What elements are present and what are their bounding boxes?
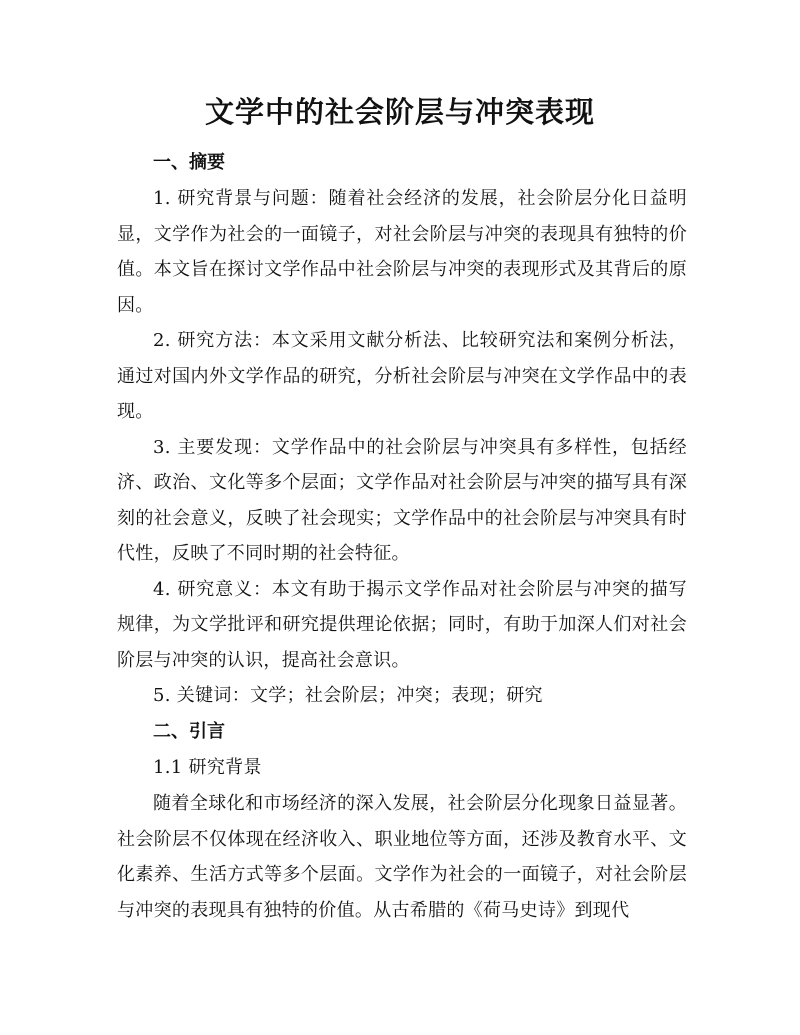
abstract-paragraph-methods: 2. 研究方法：本文采用文献分析法、比较研究法和案例分析法，通过对国内外文学作品的研究，分析社会阶层与冲突在文学作品中的表现。	[117, 330, 687, 422]
introduction-paragraph: 随着全球化和市场经济的深入发展，社会阶层分化现象日益显著。社会阶层不仅体现在经济收入、职业地位等方面，还涉及教育水平、文化素养、生活方式等多个层面。文学作为社会的一面镜子，对社会阶层与冲突的表现具有独特的价值。从古希腊的《荷马史诗》到现代	[117, 793, 687, 921]
document-title: 文学中的社会阶层与冲突表现	[204, 95, 595, 129]
abstract-paragraph-keywords: 5. 关键词：文学；社会阶层；冲突；表现；研究	[153, 685, 543, 706]
abstract-paragraph-background: 1. 研究背景与问题：随着社会经济的发展，社会阶层分化日益明显，文学作为社会的一面镜子，对社会阶层与冲突的表现具有独特的价值。本文旨在探讨文学作品中社会阶层与冲突的表现形式及其背后的原因。	[117, 188, 687, 316]
section-heading-abstract: 一、摘要	[153, 152, 225, 173]
abstract-paragraph-significance: 4. 研究意义：本文有助于揭示文学作品对社会阶层与冲突的描写规律，为文学批评和研究提供理论依据；同时，有助于加深人们对社会阶层与冲突的认识，提高社会意识。	[117, 578, 687, 671]
subsection-heading-background: 1.1 研究背景	[153, 757, 262, 778]
abstract-paragraph-findings: 3. 主要发现：文学作品中的社会阶层与冲突具有多样性，包括经济、政治、文化等多个层面；文学作品对社会阶层与冲突的描写具有深刻的社会意义，反映了社会现实；文学作品中的社会阶层与冲突具有时代性，反映了不同时期的社会特征。	[117, 436, 687, 564]
document-body	[117, 145, 687, 928]
section-heading-introduction: 二、引言	[153, 721, 225, 742]
